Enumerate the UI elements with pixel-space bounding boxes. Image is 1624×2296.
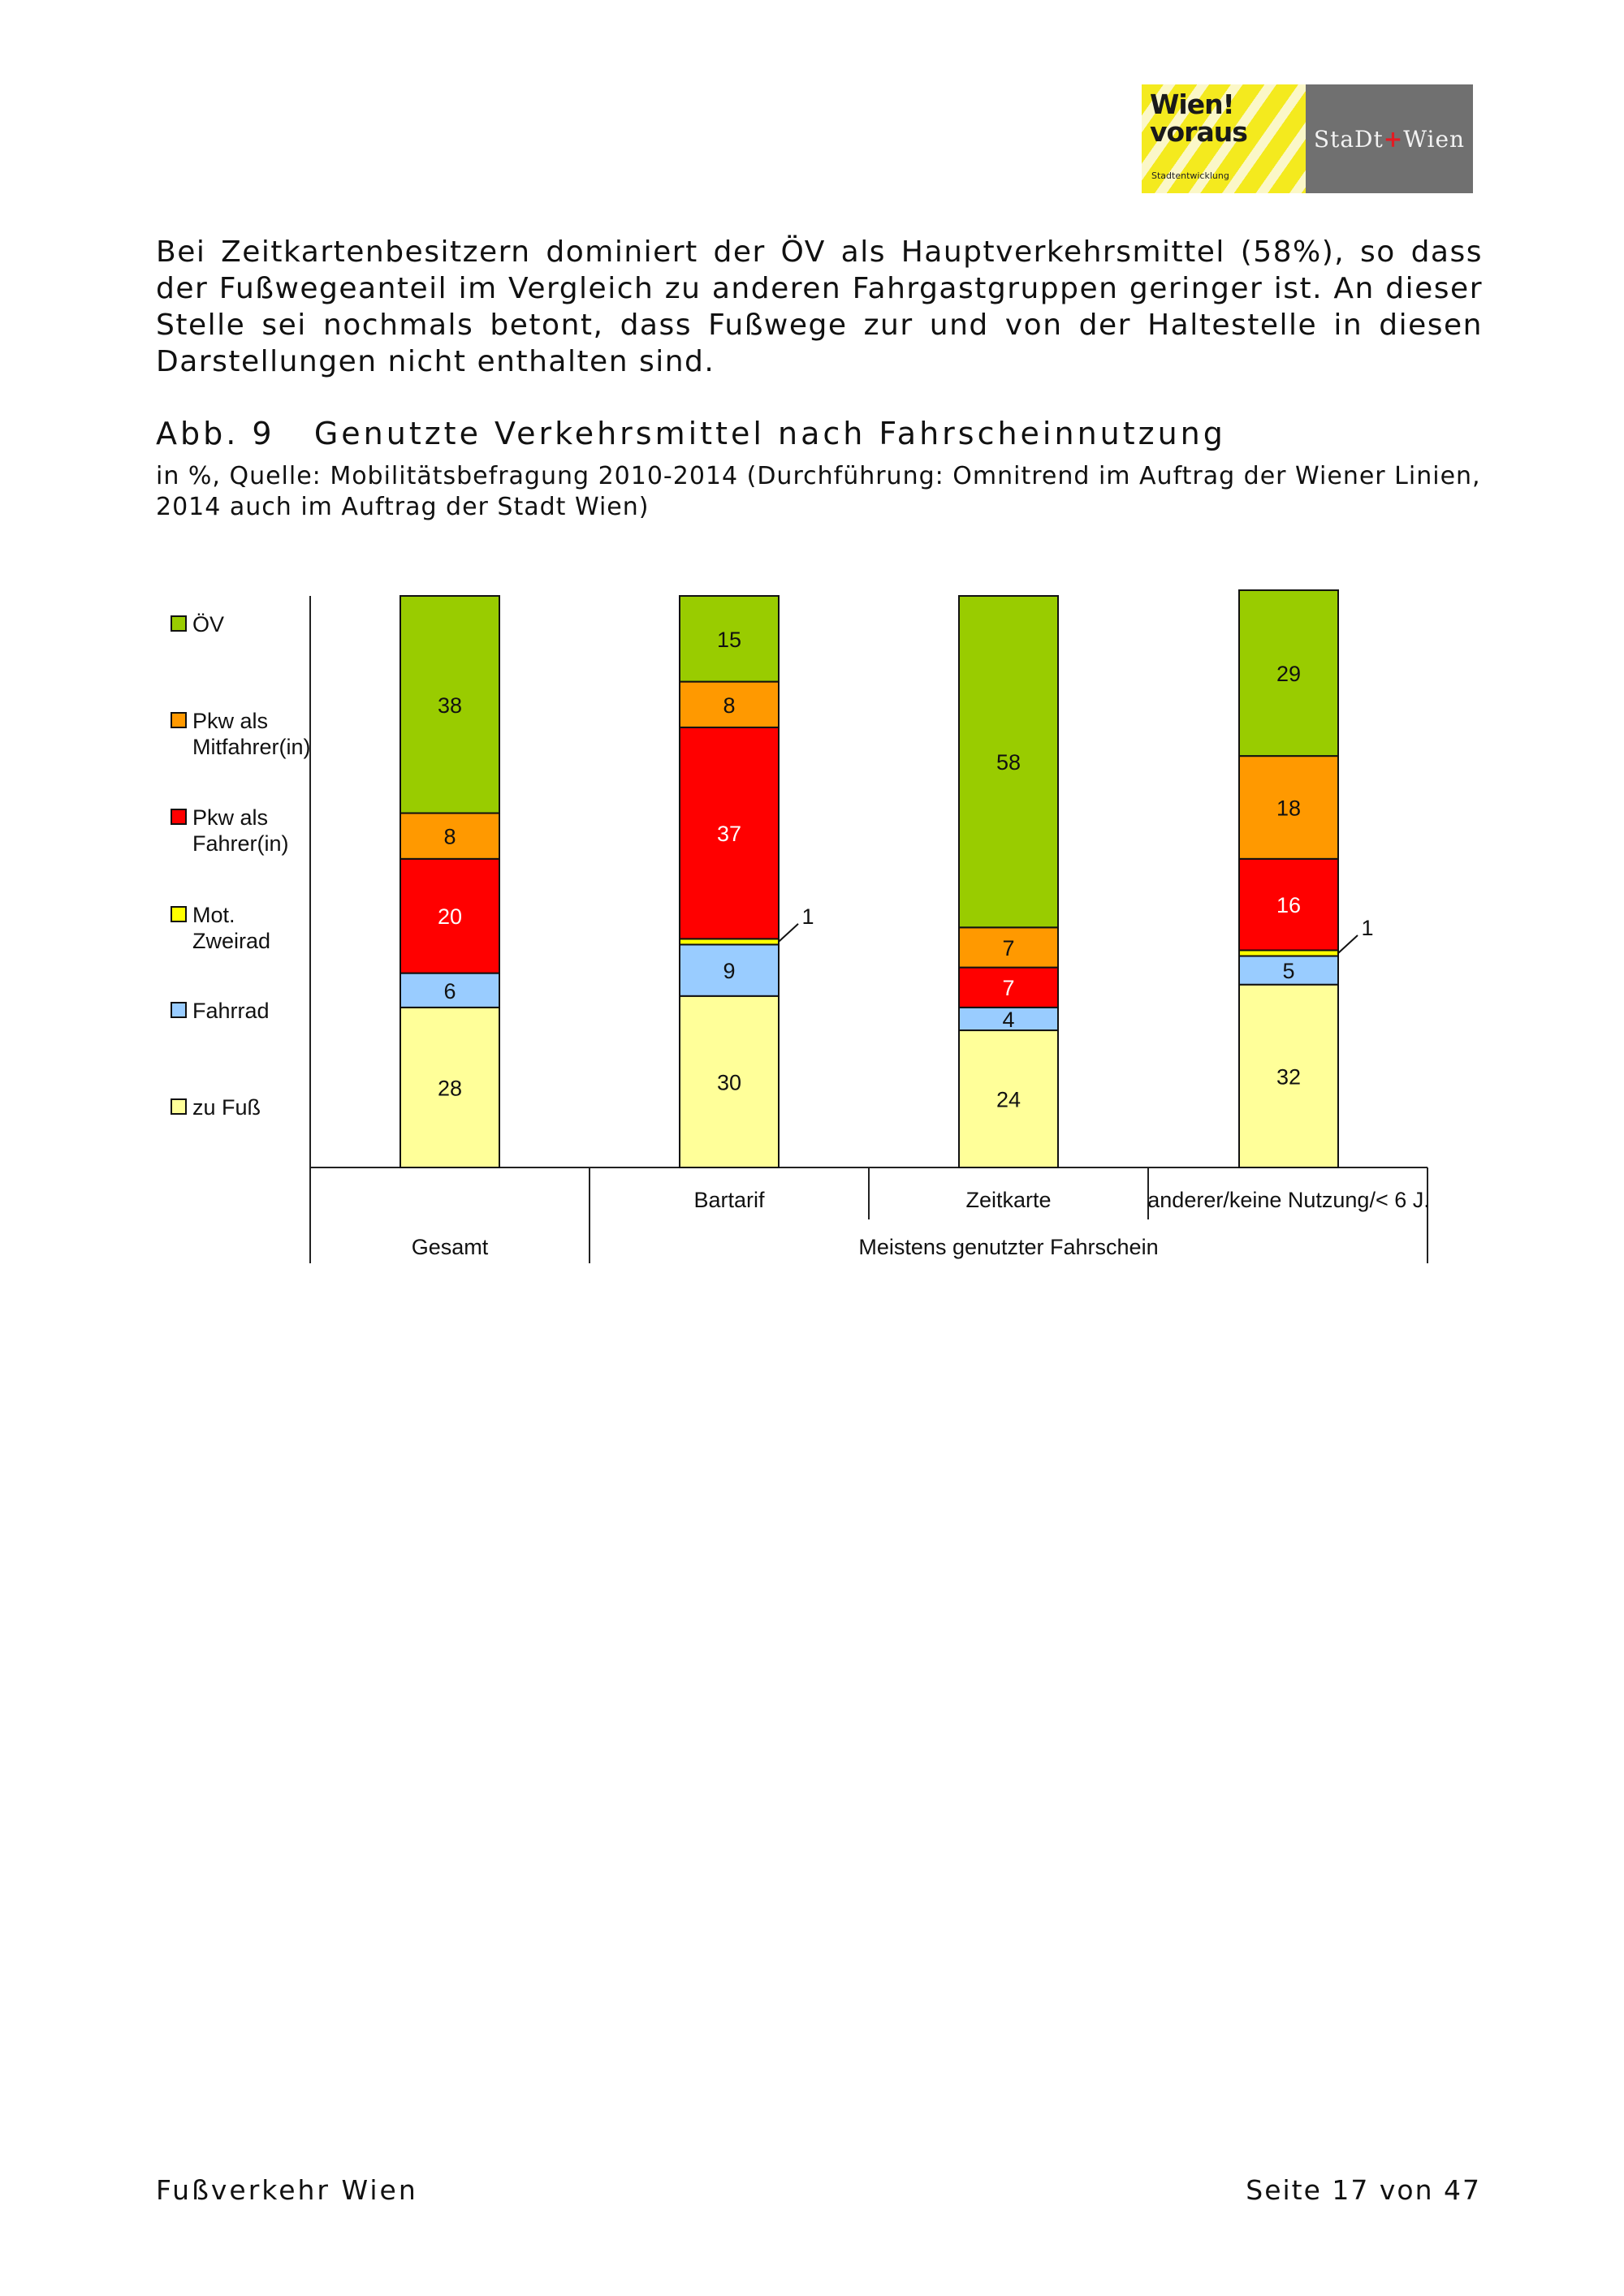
data-label: 15	[716, 627, 742, 652]
figure-caption: Genutzte Verkehrsmittel nach Fahrscheinnutzung	[313, 416, 1226, 451]
footer-page-number: Seite 17 von 47	[1246, 2174, 1481, 2206]
data-label: 28	[437, 1076, 463, 1101]
data-label: 6	[443, 978, 456, 1003]
legend-label: zu Fuß	[192, 1095, 261, 1120]
legend-swatch	[171, 907, 186, 921]
legend-label: Pkw als	[192, 805, 269, 830]
data-label-leader	[779, 924, 798, 942]
legend-label: Pkw als	[192, 709, 269, 733]
bar-segment	[680, 939, 779, 944]
data-label: 18	[1276, 796, 1302, 821]
data-label: 16	[1276, 893, 1302, 918]
data-label: 38	[437, 693, 463, 718]
data-label: 32	[1276, 1064, 1302, 1090]
data-label: 58	[996, 750, 1021, 775]
legend-label: Zweirad	[192, 929, 271, 953]
legend-label: Mitfahrer(in)	[192, 735, 311, 759]
data-label: 20	[437, 904, 463, 930]
data-label: 1	[801, 904, 814, 929]
legend-swatch	[171, 616, 186, 631]
data-label-leader	[1338, 935, 1358, 953]
data-label: 1	[1361, 916, 1374, 940]
legend-label: Mot.	[192, 903, 235, 927]
data-label: 24	[996, 1087, 1021, 1112]
category-tick-label: Bartarif	[693, 1188, 765, 1212]
stadt-wien-logo-left: StaDt	[1313, 125, 1384, 153]
legend-label: ÖV	[192, 612, 225, 637]
wien-voraus-logo-text: Wien! voraus	[1150, 88, 1247, 148]
legend-swatch	[171, 1003, 186, 1017]
data-label: 37	[716, 822, 742, 847]
figure-number: Abb. 9	[156, 416, 275, 451]
legend-swatch	[171, 1099, 186, 1114]
legend-label: Fahrer(in)	[192, 831, 289, 856]
bar-segment	[1239, 950, 1338, 956]
data-label: 8	[723, 693, 736, 718]
category-tick-label: anderer/keine Nutzung/< 6 J.	[1147, 1188, 1430, 1212]
category-tick-label: Zeitkarte	[965, 1188, 1052, 1212]
data-label: 29	[1276, 662, 1302, 687]
legend-swatch	[171, 809, 186, 824]
legend-swatch	[171, 713, 186, 727]
stadt-wien-cross-icon: +	[1383, 125, 1404, 153]
data-label: 7	[1002, 976, 1015, 1001]
footer-title: Fußverkehr Wien	[156, 2174, 418, 2206]
data-label: 7	[1002, 935, 1015, 960]
data-label: 5	[1282, 959, 1295, 984]
data-label: 8	[443, 824, 456, 849]
legend-label: Fahrrad	[192, 999, 270, 1023]
wien-voraus-logo-subtitle: Stadtentwicklung	[1151, 170, 1229, 181]
figure-source: in %, Quelle: Mobilitätsbefragung 2010-2014 (Durchführung: Omnitrend im Auftrag der Wiener Linien, 2014 auch im Auftrag der Stadt Wien)	[156, 462, 1481, 521]
data-label: 4	[1002, 1007, 1015, 1032]
group-label: Gesamt	[411, 1235, 489, 1259]
stadt-wien-logo-right: Wien	[1403, 125, 1466, 153]
body-paragraph: Bei Zeitkartenbesitzern dominiert der ÖV als Hauptverkehrsmittel (58%), so dass der Fußwegeanteil im Vergleich zu anderen Fahrgastgruppen geringer ist. An dieser Stelle sei nochmals betont, dass Fußwege zur und von der Haltestelle in diesen Darstellungen nicht enthalten sind.	[156, 235, 1483, 378]
data-label: 30	[716, 1070, 742, 1095]
group-label: Meistens genutzter Fahrschein	[858, 1235, 1159, 1259]
data-label: 9	[723, 959, 736, 984]
